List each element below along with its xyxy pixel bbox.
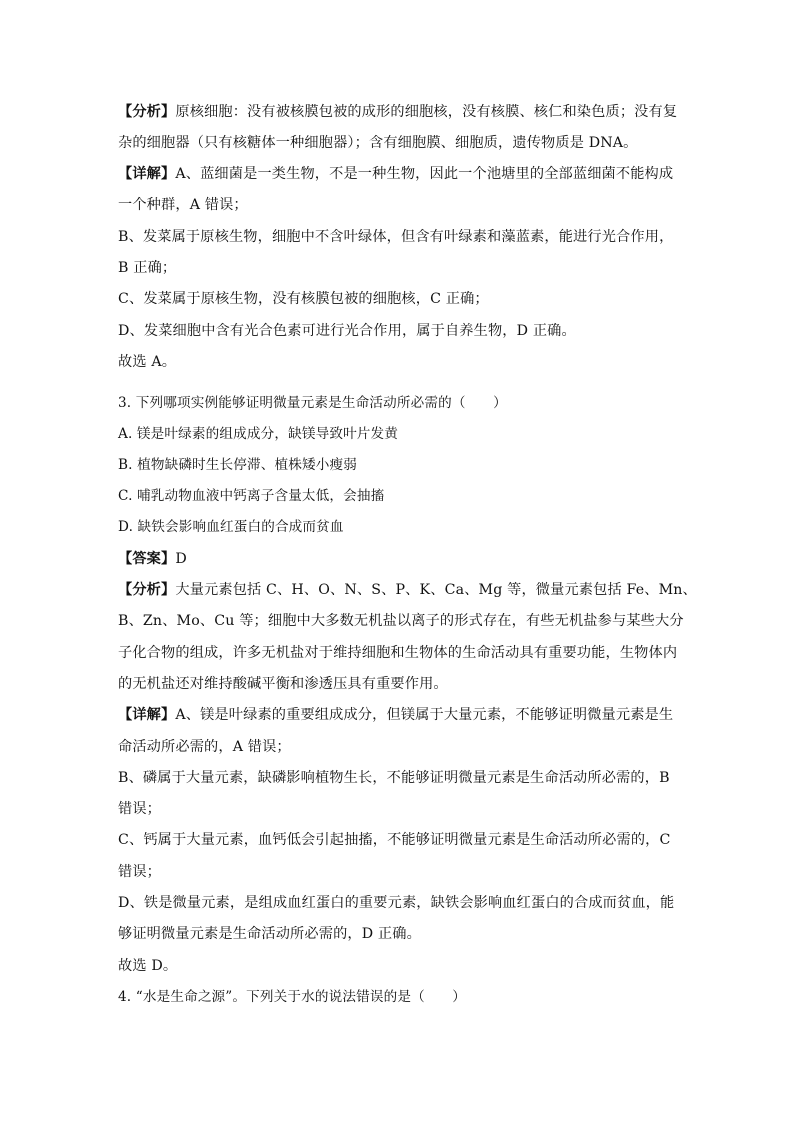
q2-analysis-line-2: 杂的细胞器（只有核糖体一种细胞器）；含有细胞膜、细胞质，遗传物质是 DNA。 [118, 135, 638, 151]
q3-detail-b-line-2: 错误； [118, 801, 162, 817]
q3-answer [118, 549, 678, 569]
q2-detail-line-2: 一个种群，A 错误； [118, 197, 248, 213]
q4-stem: 4. “水是生命之源”。下列关于水的说法错误的是（ ） [118, 989, 467, 1005]
q3-detail-b-line-1: B、磷属于大量元素，缺磷影响植物生长，不能够证明微量元素是生命活动所必需的，B [118, 770, 670, 786]
q2-conclusion: 故选 A。 [118, 354, 177, 370]
q3-detail-c-line-1: C、钙属于大量元素，血钙低会引起抽搐，不能够证明微量元素是生命活动所必需的，C [118, 832, 671, 848]
q3-detail-d-line-2: 够证明微量元素是生命活动所必需的，D 正确。 [118, 926, 421, 942]
answer-tag: 【答案】 [118, 551, 176, 567]
q3-detail-a-line-2: 命活动所必需的，A 错误； [118, 739, 291, 755]
detail-tag: 【详解】 [118, 166, 176, 182]
q3-analysis-line-1 [118, 580, 697, 600]
q3-stem: 3. 下列哪项实例能够证明微量元素是生命活动所必需的（ ） [118, 395, 507, 411]
q3-option-b: B. 植物缺磷时生长停滞、植株矮小瘦弱 [118, 457, 357, 473]
analysis-text: 原核细胞：没有被核膜包被的成形的细胞核，没有核膜、核仁和染色质；没有复 [175, 104, 678, 120]
q3-detail-c-line-2: 错误； [118, 864, 162, 880]
analysis-tag: 【分析】 [118, 582, 176, 598]
q3-detail-d-line-1: D、铁是微量元素，是组成血红蛋白的重要元素，缺铁会影响血红蛋白的合成而贫血，能 [118, 895, 675, 911]
q2-detail-d-line-1: D、发菜细胞中含有光合色素可进行光合作用，属于自养生物，D 正确。 [118, 323, 576, 339]
q3-conclusion: 故选 D。 [118, 958, 178, 974]
q3-analysis-line-4: 的无机盐还对维持酸碱平衡和渗透压具有重要作用。 [118, 676, 448, 692]
q2-detail-c-line-1: C、发菜属于原核生物，没有核膜包被的细胞核，C 正确； [118, 291, 489, 307]
answer-value: D [175, 551, 187, 567]
q3-analysis-line-2: B、Zn、Mo、Cu 等；细胞中大多数无机盐以离子的形式存在，有些无机盐参与某些大分 [118, 613, 684, 629]
q3-option-a: A. 镁是叶绿素的组成成分，缺镁导致叶片发黄 [118, 426, 399, 442]
q3-option-c: C. 哺乳动物血液中钙离子含量太低，会抽搐 [118, 488, 385, 504]
detail-tag: 【详解】 [118, 707, 176, 723]
q2-detail-b-line-2: B 正确； [118, 260, 177, 276]
q2-analysis-line-1 [118, 102, 678, 122]
q2-detail-line-1 [118, 164, 678, 184]
detail-text: A、蓝细菌是一类生物，不是一种生物，因此一个池塘里的全部蓝细菌不能构成 [175, 166, 674, 182]
analysis-tag: 【分析】 [118, 104, 176, 120]
q2-detail-b-line-1: B、发菜属于原核生物，细胞中不含叶绿体，但含有叶绿素和藻蓝素，能进行光合作用， [118, 229, 674, 245]
analysis-text: 大量元素包括 C、H、O、N、S、P、K、Ca、Mg 等，微量元素包括 Fe、Mn、 [175, 582, 697, 598]
q3-detail-a-line-1 [118, 705, 678, 725]
q3-option-d: D. 缺铁会影响血红蛋白的合成而贫血 [118, 519, 344, 535]
q3-analysis-line-3: 子化合物的组成，许多无机盐对于维持细胞和生物体的生命活动具有重要功能，生物体内 [118, 645, 678, 661]
detail-text: A、镁是叶绿素的重要组成成分，但镁属于大量元素，不能够证明微量元素是生 [175, 707, 674, 723]
